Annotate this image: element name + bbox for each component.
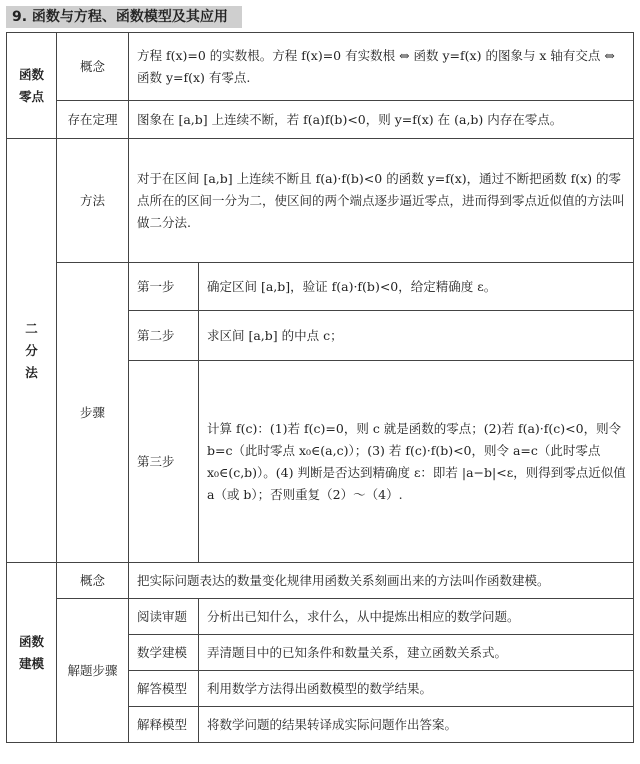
bisection-method-text: 对于在区间 [a,b] 上连续不断且 f(a)·f(b)<0 的函数 y=f(x)，通过不断把函数 f(x) 的零点所在的区间一分为二，使区间的两个端点逐步逼近零点，进而得到零点近似值的方法叫做二分法. [129,139,634,263]
content-table [6,32,634,743]
model-step3-label: 解答模型 [129,671,199,707]
model-title-line2: 建模 [18,655,44,671]
bisection-method-label: 方法 [57,139,129,263]
model-step3-text: 利用数学方法得出函数模型的数学结果。 [199,671,634,707]
bisection-method-row [7,139,634,263]
model-step4-label: 解释模型 [129,707,199,743]
zero-theorem-label: 存在定理 [57,101,129,139]
section-heading: 9. 函数与方程、函数模型及其应用 [6,6,242,28]
zero-concept-row [7,33,634,101]
zero-theorem-text: 图象在 [a,b] 上连续不断，若 f(a)f(b)<0，则 y=f(x) 在 (a,b) 内存在零点。 [129,101,634,139]
bisection-title-line3: 法 [25,364,38,380]
step2-text: 求区间 [a,b] 的中点 c； [199,311,634,361]
step2-label: 第二步 [129,311,199,361]
model-section-title [7,563,57,743]
model-title-line1: 函数 [18,633,44,649]
step3-text: 计算 f(c)：(1)若 f(c)=0，则 c 就是函数的零点；(2)若 f(a)·f(c)<0，则令 b=c（此时零点 x₀∈(a,c)）；(3) 若 f(c)·f(b)<0，则令 a=c（此时零点 x₀∈(c,b)）。(4) 判断是否达到精确度 ε：即若 |a−b|<ε，则得到零点近似值 a（或 b）；否则重复（2）～（4）. [199,361,634,563]
model-step1-row [7,599,634,635]
model-solve-label: 解题步骤 [57,599,129,743]
step1-label: 第一步 [129,263,199,311]
zero-title-line2: 零点 [18,88,44,104]
model-step1-text: 分析出已知什么，求什么，从中提炼出相应的数学问题。 [199,599,634,635]
model-concept-row [7,563,634,599]
model-concept-text: 把实际问题表达的数量变化规律用函数关系刻画出来的方法叫作函数建模。 [129,563,634,599]
step3-label: 第三步 [129,361,199,563]
model-step1-label: 阅读审题 [129,599,199,635]
bisection-step1-row [7,263,634,311]
model-concept-label: 概念 [57,563,129,599]
zero-theorem-row [7,101,634,139]
step1-text: 确定区间 [a,b]，验证 f(a)·f(b)<0，给定精确度 ε。 [199,263,634,311]
model-step2-label: 数学建模 [129,635,199,671]
bisection-title-line2: 分 [25,342,38,358]
zero-concept-text: 方程 f(x)=0 的实数根。方程 f(x)=0 有实数根 ⇔ 函数 y=f(x) 的图象与 x 轴有交点 ⇔ 函数 y=f(x) 有零点. [129,33,634,101]
zero-section-title [7,33,57,139]
zero-concept-label: 概念 [57,33,129,101]
bisection-section-title [7,139,57,563]
bisection-steps-label: 步骤 [57,263,129,563]
zero-title-line1: 函数 [18,66,44,82]
model-step2-text: 弄清题目中的已知条件和数量关系，建立函数关系式。 [199,635,634,671]
bisection-title-line1: 二 [25,320,38,336]
model-step4-text: 将数学问题的结果转译成实际问题作出答案。 [199,707,634,743]
